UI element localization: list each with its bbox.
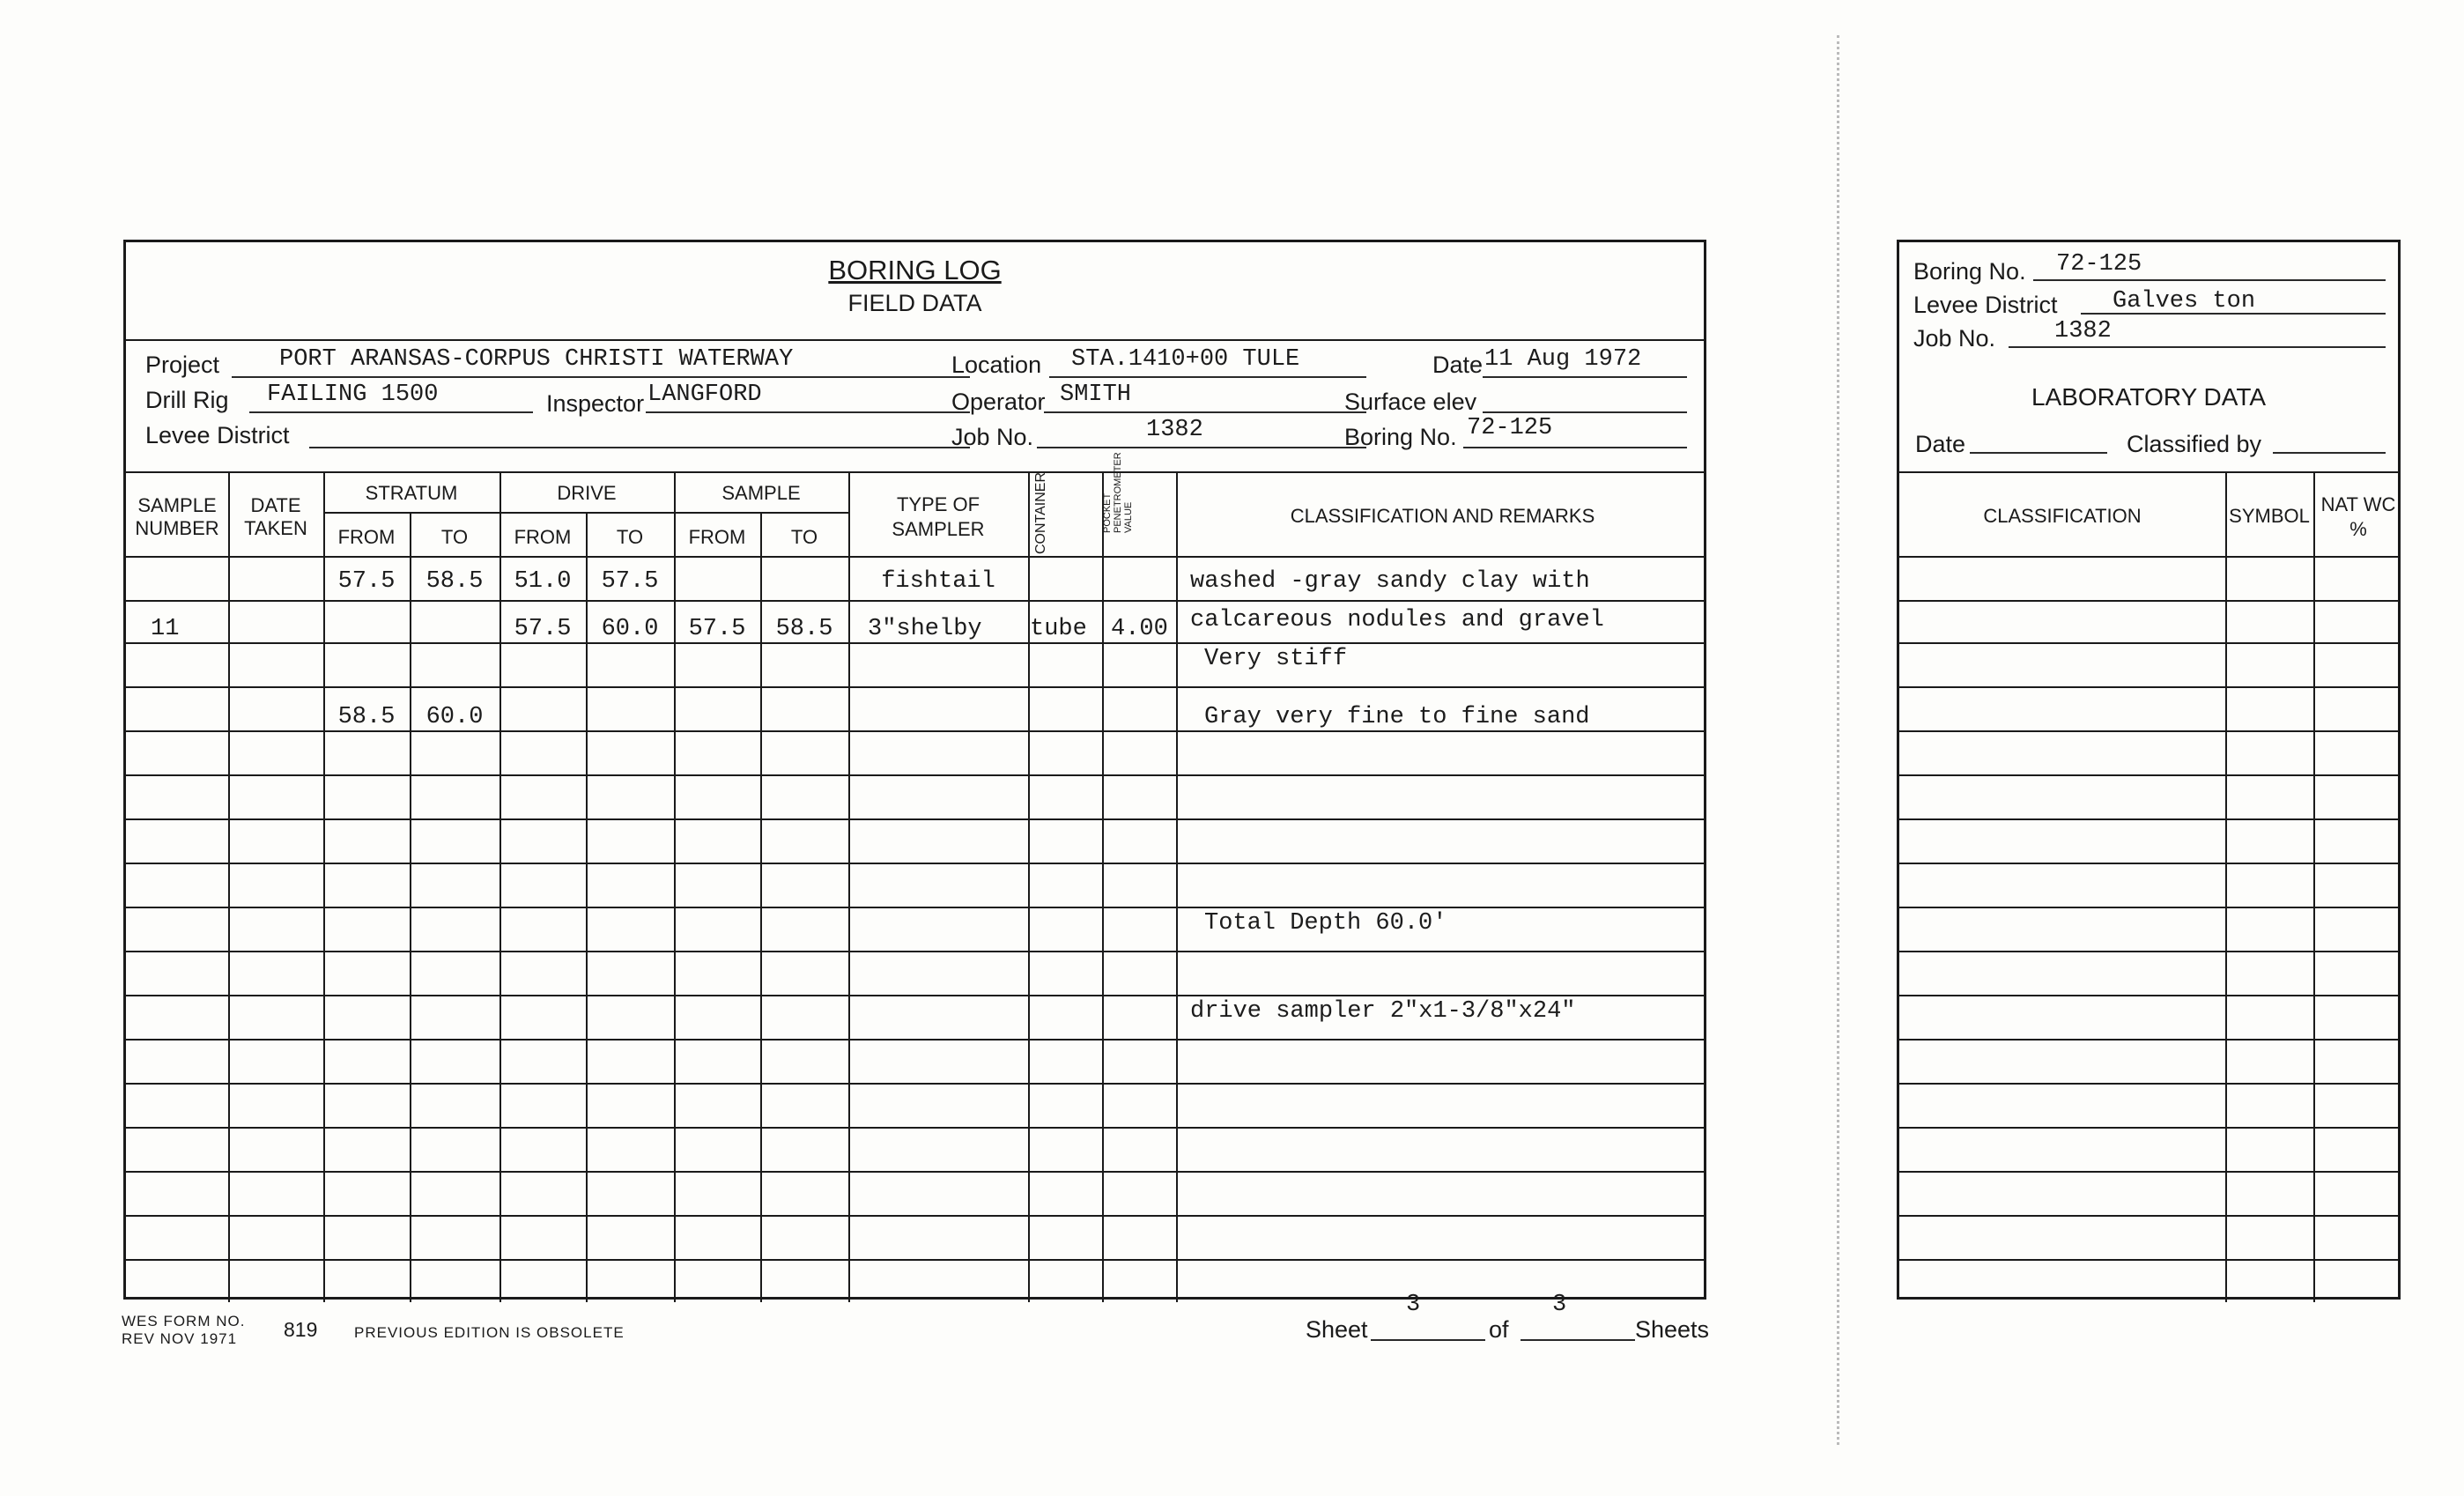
row-line [1899,818,2398,820]
divider [126,339,1704,341]
wes-form-label [122,1313,245,1348]
col-type-of-sampler: TYPE OF SAMPLER [892,493,985,540]
surface-elev-label: Surface elev [1344,389,1477,415]
boring-no-label: Boring No. [1344,424,1457,450]
col-sample: SAMPLE [721,482,801,504]
total-depth: Total Depth 60.0' [1204,910,1447,937]
row-line [126,1127,1704,1129]
boring-log-form [123,240,1706,1300]
col-sample-number: SAMPLE NUMBER [135,494,219,539]
r1-stratum-from: 57.5 [337,568,396,595]
row-line [1899,1083,2398,1085]
date-line [1483,376,1687,378]
row-line [1899,686,2398,688]
row-line [126,907,1704,908]
col-pocket-pen-line3: VALUE [1123,501,1134,533]
r2-drive-from: 57.5 [514,616,572,642]
divider [1899,471,2398,473]
job-no-label: Job No. [951,424,1034,450]
row-line [1899,642,2398,644]
drill-rig-label: Drill Rig [145,387,229,413]
r2-drive-to: 60.0 [601,616,659,642]
r4-remarks: Gray very fine to fine sand [1204,704,1590,730]
sheet-line [1371,1339,1485,1341]
r1-stratum-to: 58.5 [425,568,484,595]
r1-drive-to: 57.5 [601,568,659,595]
col-line [410,512,411,1302]
row-line [126,951,1704,952]
col-stratum: STRATUM [365,482,458,504]
location-line [1049,376,1366,378]
r2-sample-to: 58.5 [775,616,833,642]
r3-remarks: Very stiff [1204,646,1348,672]
lab-levee-district-value: Galves ton [2113,288,2256,315]
lab-classified-by-line [2273,452,2386,454]
row-line [1899,1215,2398,1217]
lab-col-nat-wc [2313,492,2403,542]
drill-rig-line [249,411,533,413]
inspector-value: LANGFORD [647,381,762,408]
divider [126,471,1704,473]
col-line [2225,471,2227,1302]
lab-title: LABORATORY DATA [2031,383,2267,411]
operator-line [1044,411,1366,413]
row-line [126,730,1704,732]
col-classification: CLASSIFICATION AND REMARKS [1290,505,1595,527]
row-line [126,995,1704,996]
col-stratum-to: TO [440,526,469,548]
project-line [232,376,970,378]
col-pocket-pen-line2: PENETROMETER [1113,452,1123,533]
of-label: of [1489,1316,1509,1343]
row-line [126,1039,1704,1041]
perforation-line [1837,35,1839,1445]
r1-remarks: washed -gray sandy clay with [1190,568,1590,595]
col-drive-from: FROM [514,526,572,548]
lab-boring-no-value: 72-125 [2056,251,2142,278]
row-line [126,1259,1704,1261]
lab-col-nat-wc-label: NAT WC [2320,493,2396,515]
drive-sampler-note: drive sampler 2"x1-3/8"x24" [1190,998,1576,1025]
wes-form-line1: WES FORM NO. [122,1313,246,1329]
form-title-block [126,255,1704,317]
row-line [126,686,1704,688]
row-line [1899,1039,2398,1041]
row-line [1899,995,2398,996]
project-value: PORT ARANSAS-CORPUS CHRISTI WATERWAY [279,346,794,373]
row-line [126,863,1704,864]
levee-district-label: Levee District [145,422,290,448]
location-label: Location [951,352,1042,378]
lab-levee-district-label: Levee District [1913,292,2058,318]
location-value: STA.1410+00 TULE [1071,346,1300,373]
operator-value: SMITH [1060,381,1132,408]
obsolete-note: PREVIOUS EDITION IS OBSOLETE [354,1324,625,1341]
col-drive-to: TO [616,526,644,548]
lab-boring-no-line [2033,279,2386,281]
inspector-label: Inspector [546,390,645,417]
r2-sample-number: 11 [151,616,180,642]
lab-col-symbol: SYMBOL [2229,505,2310,527]
lab-classified-by-label: Classified by [2127,431,2262,457]
row-line [126,642,1704,644]
col-line [1028,471,1030,1302]
row-line [1899,600,2398,602]
r4-stratum-to: 60.0 [425,704,484,730]
form-subtitle: FIELD DATA [847,290,982,316]
lab-boring-no-label: Boring No. [1913,258,2026,285]
total-sheets: 3 [1552,1292,1567,1318]
col-drive: DRIVE [557,482,617,504]
project-label: Project [145,352,220,378]
of-line [1521,1339,1635,1341]
lab-job-no-label: Job No. [1913,325,1996,352]
lab-job-no-line [2009,346,2386,348]
operator-label: Operator [951,389,1046,415]
row-line [126,774,1704,776]
col-pocket-pen [1102,452,1134,533]
sheets-label: Sheets [1635,1316,1710,1343]
col-stratum-from: FROM [337,526,396,548]
date-value: 11 Aug 1972 [1484,346,1642,373]
job-no-value: 1382 [1146,417,1203,443]
col-pocket-pen-line1: POCKET [1102,492,1113,533]
job-no-line [1037,447,1366,448]
row-line [1899,951,2398,952]
col-line [499,471,501,1302]
lab-job-no-value: 1382 [2054,318,2112,344]
divider [126,556,1704,558]
boring-no-value: 72-125 [1467,415,1553,441]
form-number: 819 [284,1318,318,1341]
row-line [1899,1171,2398,1173]
lab-col-classification: CLASSIFICATION [1983,505,2142,527]
col-date-taken: DATE TAKEN [244,494,307,539]
col-container: CONTAINER [1033,471,1048,554]
row-line [126,600,1704,602]
col-line [1102,471,1104,1302]
row-line [1899,1127,2398,1129]
col-sample-from: FROM [688,526,746,548]
row-line [126,1171,1704,1173]
lab-col-nat-wc-unit: % [2349,518,2367,540]
r2-remarks: calcareous nodules and gravel [1190,607,1604,633]
divider [1899,556,2398,558]
col-sample-to: TO [790,526,818,548]
row-line [126,818,1704,820]
r2-sampler: 3"shelby [868,616,982,642]
lab-date-line [1970,452,2107,454]
col-line [674,471,676,1302]
col-line [1176,471,1178,1302]
row-line [1899,863,2398,864]
laboratory-data-form [1897,240,2401,1300]
lab-date-label: Date [1915,431,1966,457]
row-line [126,1215,1704,1217]
r2-sample-from: 57.5 [688,616,746,642]
row-line [1899,774,2398,776]
form-title: BORING LOG [828,255,1002,285]
r4-stratum-from: 58.5 [337,704,396,730]
col-line [323,471,325,1302]
drill-rig-value: FAILING 1500 [267,381,439,408]
r1-drive-from: 51.0 [514,568,572,595]
row-line [126,1083,1704,1085]
col-line [2313,471,2315,1302]
wes-form-line2: REV NOV 1971 [122,1330,238,1347]
r2-container: tube [1030,616,1087,642]
boring-no-line [1463,447,1687,448]
row-line [1899,730,2398,732]
r1-sampler: fishtail [881,568,995,595]
surface-elev-line [1483,411,1687,413]
row-line [1899,907,2398,908]
date-label: Date [1432,352,1484,378]
row-line [1899,1259,2398,1261]
r2-pen-value: 4.00 [1111,616,1168,642]
col-line [848,471,850,1302]
levee-district-line [309,447,970,448]
col-line [228,471,230,1302]
inspector-line [646,411,970,413]
sheet-number: 3 [1406,1292,1421,1318]
sheet-label: Sheet [1306,1316,1368,1343]
